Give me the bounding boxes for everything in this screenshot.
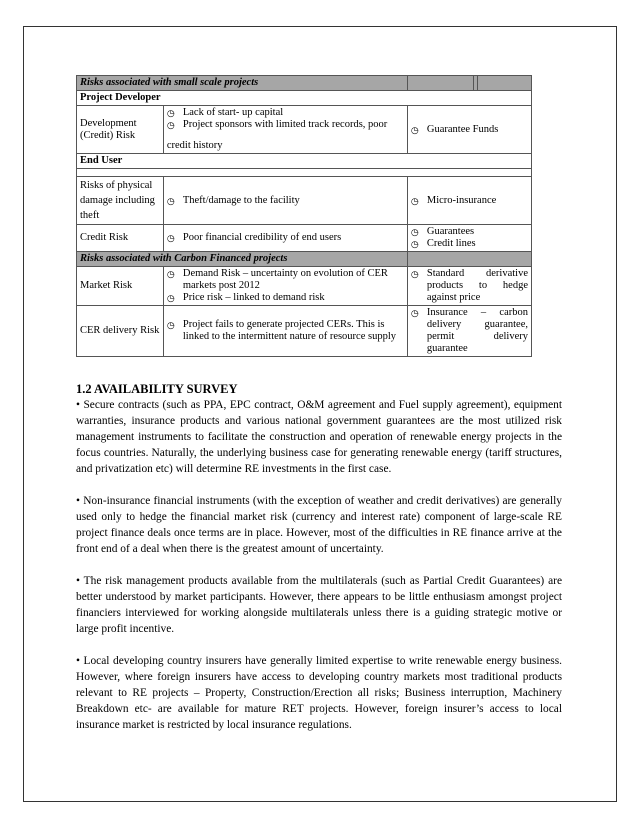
clock-bullet-icon: ◷ — [166, 108, 175, 118]
cer-delivery-cause: ◷ Project fails to generate projected CERs. This is linked to the intermittent nature of resource supply — [163, 306, 407, 357]
survey-paragraph: • The risk management products available from the multilaterals (such as Partial Credit Guarantees) are better understood by market participants. However, there appears to be little enthusiasm amongst project financiers interviewed for working alongside multilaterals unless there is a guiding strategic motive or large profit incentive. — [76, 575, 562, 635]
development-risk-causes: ◷ Lack of start- up capital ◷ Project sponsors with limited track records, poor credit history — [163, 106, 407, 154]
clock-bullet-icon: ◷ — [410, 124, 419, 135]
clock-bullet-icon: ◷ — [166, 320, 175, 330]
survey-paragraph: • Non-insurance financial instruments (with the exception of weather and credit derivatives) are generally used only to hedge the financial market risk (currency and interest rate) component of large-scale RE project finance deals once terms are in place. However, most of the difficulties in RE finance arrive at the front end of a deal when there is the greatest amount of uncertainty. — [76, 495, 562, 555]
credit-risk-mitigation: ◷ Guarantees ◷ Credit lines — [407, 225, 531, 252]
clock-bullet-icon: ◷ — [166, 233, 175, 243]
carbon-section-title: Risks associated with Carbon Financed projects — [77, 252, 408, 267]
development-risk-row — [77, 106, 532, 154]
clock-bullet-icon: ◷ — [166, 120, 175, 130]
physical-damage-cause: ◷ Theft/damage to the facility — [163, 177, 407, 225]
cer-delivery-mitigation: ◷ Insurance – carbon delivery guarantee, permit delivery guarantee — [407, 306, 531, 357]
section-heading: 1.2 AVAILABILITY SURVEY — [76, 382, 238, 396]
project-developer-row — [77, 91, 532, 106]
end-user-label: End User — [77, 154, 532, 169]
clock-bullet-icon: ◷ — [410, 227, 419, 237]
carbon-section-header — [77, 252, 532, 267]
clock-bullet-icon: ◷ — [166, 269, 175, 279]
credit-risk-label: Credit Risk — [77, 225, 164, 252]
development-risk-label: Development (Credit) Risk — [77, 106, 164, 154]
clock-bullet-icon: ◷ — [410, 239, 419, 249]
risk-table — [76, 75, 532, 357]
market-risk-causes: ◷ Demand Risk – uncertainty on evolution of CER markets post 2012 ◷ Price risk – linked to demand risk — [163, 267, 407, 306]
clock-bullet-icon: ◷ — [166, 293, 175, 303]
physical-damage-mitigation: ◷ Micro-insurance — [407, 177, 531, 225]
cer-delivery-row — [77, 306, 532, 357]
credit-risk-row — [77, 225, 532, 252]
survey-paragraph: • Local developing country insurers have generally limited expertise to write renewable energy business. However, where foreign insurers have access to developing country markets most traditional products relevant to RE projects – Property, Construction/Erection all risks; Business interruption, Machinery Breakdown etc- are available for mature RET projects. However, foreign insurer’s access to local insurance market is restricted by local insurance regulations. — [76, 655, 562, 731]
market-risk-mitigation: ◷ Standard derivative products to hedge against price — [407, 267, 531, 306]
development-risk-mitigation: ◷ Guarantee Funds — [407, 106, 531, 154]
physical-damage-row — [77, 177, 532, 225]
cer-delivery-label: CER delivery Risk — [77, 306, 164, 357]
credit-risk-cause: ◷ Poor financial credibility of end users — [163, 225, 407, 252]
small-scale-section-header — [77, 76, 532, 91]
clock-bullet-icon: ◷ — [410, 269, 419, 279]
end-user-row — [77, 154, 532, 169]
small-scale-title: Risks associated with small scale projects — [77, 76, 408, 91]
market-risk-row — [77, 267, 532, 306]
physical-damage-label: Risks of physical damage including theft — [77, 177, 164, 225]
availability-survey — [76, 381, 562, 733]
market-risk-label: Market Risk — [77, 267, 164, 306]
project-developer-label: Project Developer — [77, 91, 532, 106]
clock-bullet-icon: ◷ — [410, 308, 419, 318]
survey-paragraph: • Secure contracts (such as PPA, EPC contract, O&M agreement and Fuel supply agreement), equipment warranties, insurance products and various national government guarantees are the most utilized risk management instruments to facilitate the construction and operation of renewable energy projects in the focus countries. Naturally, the underlying business case for generating renewable energy (tariff structures, and privatization etc) will determine RE investments in the first case. — [76, 399, 562, 475]
clock-bullet-icon: ◷ — [410, 195, 419, 206]
clock-bullet-icon: ◷ — [166, 195, 175, 206]
